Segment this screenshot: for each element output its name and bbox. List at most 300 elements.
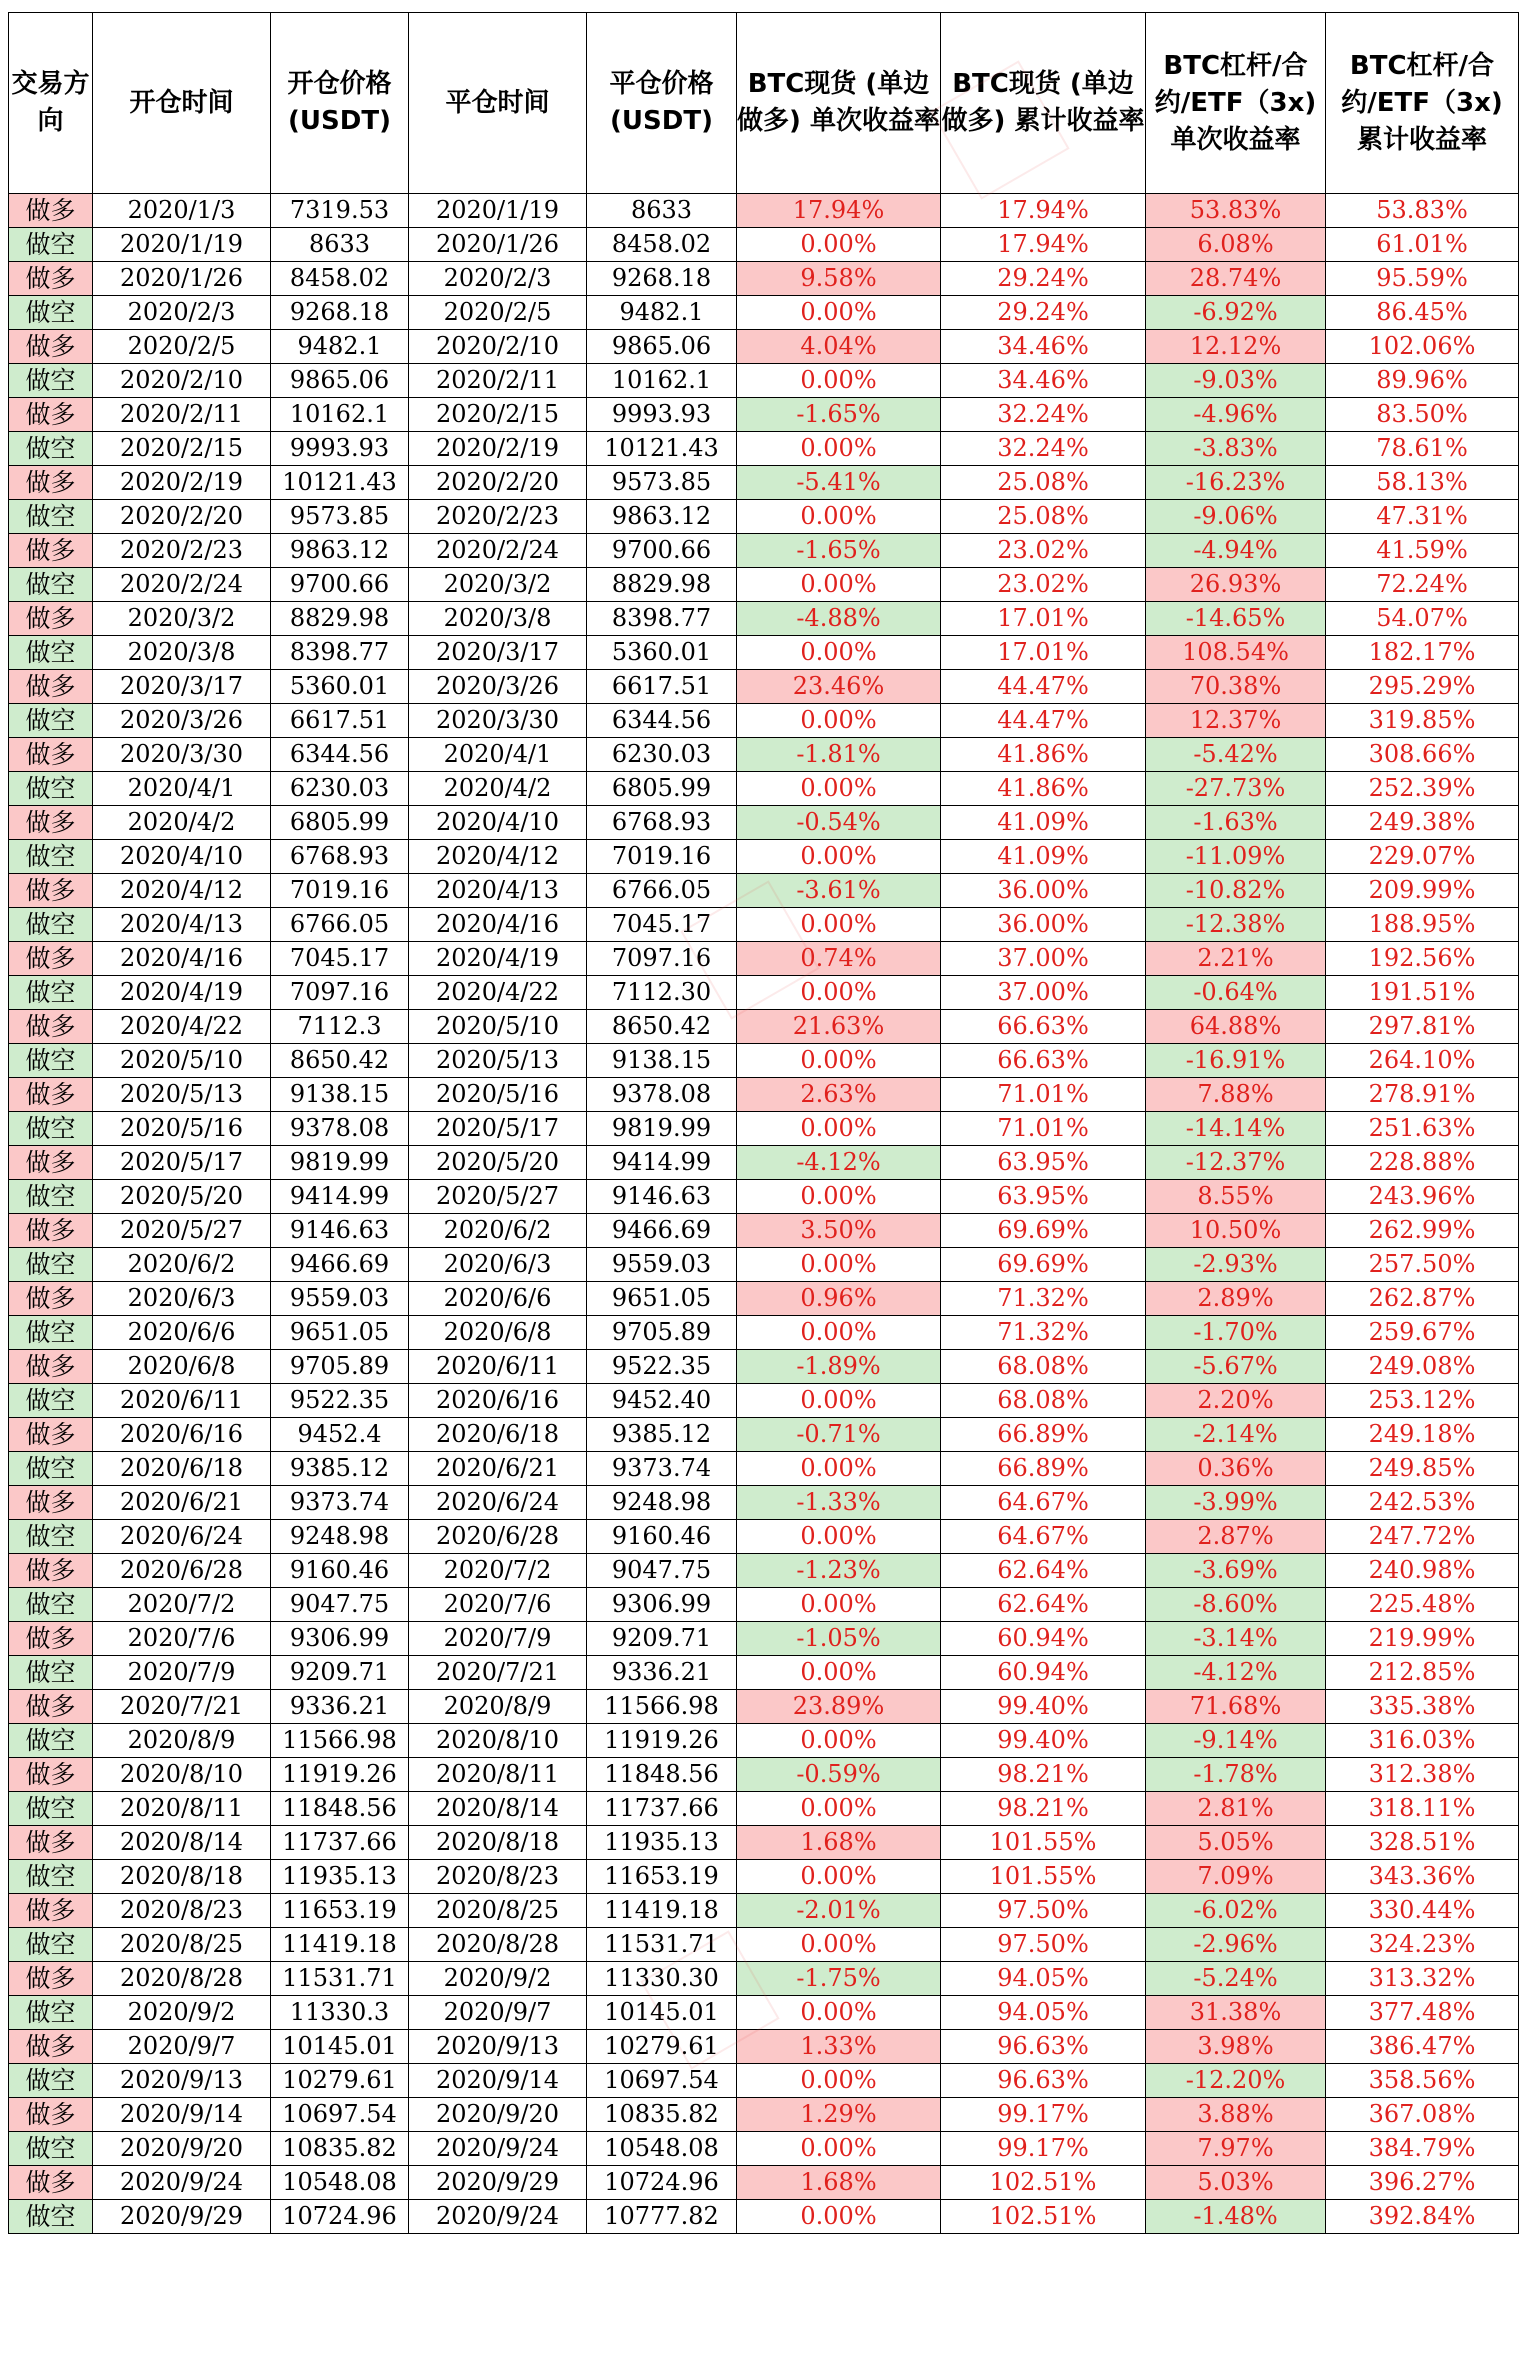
- spot-single-return-cell: 1.68%: [737, 2166, 941, 2200]
- spot-single-return-cell: -1.65%: [737, 534, 941, 568]
- direction-cell: 做空: [9, 1044, 93, 1078]
- leverage-single-return-cell: 71.68%: [1146, 1690, 1326, 1724]
- close-time-cell: 2020/2/15: [409, 398, 587, 432]
- close-price-cell: 6230.03: [587, 738, 737, 772]
- close-price-cell: 10121.43: [587, 432, 737, 466]
- open-time-cell: 2020/2/11: [93, 398, 271, 432]
- direction-cell: 做多: [9, 330, 93, 364]
- open-price-cell: 9705.89: [271, 1350, 409, 1384]
- close-time-cell: 2020/9/2: [409, 1962, 587, 1996]
- table-row: [9, 1928, 1519, 1962]
- spot-single-return-cell: 0.00%: [737, 976, 941, 1010]
- spot-single-return-cell: 0.74%: [737, 942, 941, 976]
- table-row: [9, 840, 1519, 874]
- open-time-cell: 2020/2/3: [93, 296, 271, 330]
- close-time-cell: 2020/4/19: [409, 942, 587, 976]
- open-price-cell: 10162.1: [271, 398, 409, 432]
- leverage-single-return-cell: -4.94%: [1146, 534, 1326, 568]
- spot-cumulative-return-cell: 62.64%: [941, 1588, 1146, 1622]
- spot-single-return-cell: 0.00%: [737, 772, 941, 806]
- direction-cell: 做多: [9, 1554, 93, 1588]
- open-time-cell: 2020/1/3: [93, 194, 271, 228]
- open-price-cell: 8398.77: [271, 636, 409, 670]
- leverage-cumulative-return-cell: 312.38%: [1326, 1758, 1519, 1792]
- leverage-cumulative-return-cell: 249.85%: [1326, 1452, 1519, 1486]
- open-time-cell: 2020/7/9: [93, 1656, 271, 1690]
- spot-single-return-cell: 0.00%: [737, 1860, 941, 1894]
- open-time-cell: 2020/5/16: [93, 1112, 271, 1146]
- open-price-cell: 9146.63: [271, 1214, 409, 1248]
- open-price-cell: 11848.56: [271, 1792, 409, 1826]
- table-row: [9, 1452, 1519, 1486]
- open-time-cell: 2020/6/8: [93, 1350, 271, 1384]
- open-price-cell: 11330.3: [271, 1996, 409, 2030]
- table-row: [9, 1656, 1519, 1690]
- leverage-single-return-cell: -14.65%: [1146, 602, 1326, 636]
- leverage-cumulative-return-cell: 54.07%: [1326, 602, 1519, 636]
- close-time-cell: 2020/9/13: [409, 2030, 587, 2064]
- table-row: [9, 1384, 1519, 1418]
- open-price-cell: 11531.71: [271, 1962, 409, 1996]
- leverage-single-return-cell: -16.91%: [1146, 1044, 1326, 1078]
- direction-cell: 做多: [9, 1962, 93, 1996]
- spot-single-return-cell: 0.00%: [737, 1180, 941, 1214]
- direction-cell: 做多: [9, 262, 93, 296]
- spot-cumulative-return-cell: 36.00%: [941, 874, 1146, 908]
- leverage-single-return-cell: -14.14%: [1146, 1112, 1326, 1146]
- table-row: [9, 2132, 1519, 2166]
- close-price-cell: 8829.98: [587, 568, 737, 602]
- direction-cell: 做空: [9, 772, 93, 806]
- direction-cell: 做空: [9, 2064, 93, 2098]
- spot-cumulative-return-cell: 41.86%: [941, 738, 1146, 772]
- leverage-single-return-cell: 2.20%: [1146, 1384, 1326, 1418]
- spot-cumulative-return-cell: 71.32%: [941, 1316, 1146, 1350]
- open-price-cell: 9268.18: [271, 296, 409, 330]
- table-body: [9, 194, 1519, 2234]
- open-price-cell: 9700.66: [271, 568, 409, 602]
- direction-cell: 做空: [9, 568, 93, 602]
- spot-single-return-cell: 2.63%: [737, 1078, 941, 1112]
- table-row: [9, 1690, 1519, 1724]
- close-price-cell: 6766.05: [587, 874, 737, 908]
- direction-cell: 做空: [9, 2200, 93, 2234]
- leverage-single-return-cell: -12.38%: [1146, 908, 1326, 942]
- leverage-single-return-cell: 53.83%: [1146, 194, 1326, 228]
- open-time-cell: 2020/5/17: [93, 1146, 271, 1180]
- spot-single-return-cell: -1.05%: [737, 1622, 941, 1656]
- direction-cell: 做空: [9, 976, 93, 1010]
- open-time-cell: 2020/3/8: [93, 636, 271, 670]
- table-row: [9, 1282, 1519, 1316]
- open-price-cell: 9306.99: [271, 1622, 409, 1656]
- close-time-cell: 2020/5/10: [409, 1010, 587, 1044]
- close-price-cell: 9700.66: [587, 534, 737, 568]
- close-time-cell: 2020/9/20: [409, 2098, 587, 2132]
- open-time-cell: 2020/8/11: [93, 1792, 271, 1826]
- open-price-cell: 9385.12: [271, 1452, 409, 1486]
- leverage-cumulative-return-cell: 219.99%: [1326, 1622, 1519, 1656]
- leverage-cumulative-return-cell: 61.01%: [1326, 228, 1519, 262]
- spot-cumulative-return-cell: 41.86%: [941, 772, 1146, 806]
- direction-cell: 做空: [9, 1724, 93, 1758]
- leverage-single-return-cell: 2.87%: [1146, 1520, 1326, 1554]
- close-time-cell: 2020/4/13: [409, 874, 587, 908]
- spot-cumulative-return-cell: 25.08%: [941, 466, 1146, 500]
- direction-cell: 做空: [9, 1792, 93, 1826]
- spot-cumulative-return-cell: 36.00%: [941, 908, 1146, 942]
- close-price-cell: 9047.75: [587, 1554, 737, 1588]
- table-row: [9, 738, 1519, 772]
- close-time-cell: 2020/9/7: [409, 1996, 587, 2030]
- leverage-cumulative-return-cell: 188.95%: [1326, 908, 1519, 942]
- close-price-cell: 11653.19: [587, 1860, 737, 1894]
- leverage-single-return-cell: -11.09%: [1146, 840, 1326, 874]
- open-price-cell: 9865.06: [271, 364, 409, 398]
- open-price-cell: 10697.54: [271, 2098, 409, 2132]
- leverage-cumulative-return-cell: 89.96%: [1326, 364, 1519, 398]
- spot-single-return-cell: 0.00%: [737, 840, 941, 874]
- leverage-cumulative-return-cell: 330.44%: [1326, 1894, 1519, 1928]
- close-time-cell: 2020/1/26: [409, 228, 587, 262]
- direction-cell: 做空: [9, 296, 93, 330]
- open-time-cell: 2020/6/11: [93, 1384, 271, 1418]
- close-price-cell: 11737.66: [587, 1792, 737, 1826]
- header-leverage-cumulative-return: BTC杠杆/合约/ETF（3x) 累计收益率: [1326, 13, 1519, 194]
- spot-single-return-cell: 0.00%: [737, 568, 941, 602]
- table-row: [9, 432, 1519, 466]
- open-price-cell: 10835.82: [271, 2132, 409, 2166]
- leverage-cumulative-return-cell: 78.61%: [1326, 432, 1519, 466]
- open-time-cell: 2020/2/5: [93, 330, 271, 364]
- direction-cell: 做空: [9, 228, 93, 262]
- table-row: [9, 262, 1519, 296]
- leverage-cumulative-return-cell: 335.38%: [1326, 1690, 1519, 1724]
- leverage-single-return-cell: 12.37%: [1146, 704, 1326, 738]
- direction-cell: 做多: [9, 1214, 93, 1248]
- leverage-cumulative-return-cell: 324.23%: [1326, 1928, 1519, 1962]
- spot-cumulative-return-cell: 32.24%: [941, 398, 1146, 432]
- open-price-cell: 9160.46: [271, 1554, 409, 1588]
- close-price-cell: 9522.35: [587, 1350, 737, 1384]
- leverage-cumulative-return-cell: 257.50%: [1326, 1248, 1519, 1282]
- direction-cell: 做多: [9, 1622, 93, 1656]
- open-time-cell: 2020/9/7: [93, 2030, 271, 2064]
- leverage-cumulative-return-cell: 86.45%: [1326, 296, 1519, 330]
- spot-cumulative-return-cell: 66.63%: [941, 1044, 1146, 1078]
- close-time-cell: 2020/1/19: [409, 194, 587, 228]
- leverage-single-return-cell: -5.24%: [1146, 1962, 1326, 1996]
- table-row: [9, 534, 1519, 568]
- open-time-cell: 2020/1/26: [93, 262, 271, 296]
- direction-cell: 做多: [9, 942, 93, 976]
- spot-single-return-cell: 0.00%: [737, 1384, 941, 1418]
- leverage-single-return-cell: -9.06%: [1146, 500, 1326, 534]
- direction-cell: 做多: [9, 874, 93, 908]
- close-time-cell: 2020/8/9: [409, 1690, 587, 1724]
- close-time-cell: 2020/9/24: [409, 2200, 587, 2234]
- open-price-cell: 9248.98: [271, 1520, 409, 1554]
- close-price-cell: 6617.51: [587, 670, 737, 704]
- spot-single-return-cell: 0.00%: [737, 1112, 941, 1146]
- close-time-cell: 2020/6/2: [409, 1214, 587, 1248]
- spot-single-return-cell: 0.00%: [737, 2132, 941, 2166]
- direction-cell: 做空: [9, 1112, 93, 1146]
- close-price-cell: 9482.1: [587, 296, 737, 330]
- close-price-cell: 9385.12: [587, 1418, 737, 1452]
- open-price-cell: 9482.1: [271, 330, 409, 364]
- spot-single-return-cell: 0.00%: [737, 1724, 941, 1758]
- leverage-cumulative-return-cell: 396.27%: [1326, 2166, 1519, 2200]
- spot-single-return-cell: 17.94%: [737, 194, 941, 228]
- spot-cumulative-return-cell: 97.50%: [941, 1894, 1146, 1928]
- open-price-cell: 9993.93: [271, 432, 409, 466]
- direction-cell: 做空: [9, 364, 93, 398]
- open-time-cell: 2020/2/10: [93, 364, 271, 398]
- spot-cumulative-return-cell: 102.51%: [941, 2200, 1146, 2234]
- open-time-cell: 2020/3/17: [93, 670, 271, 704]
- leverage-single-return-cell: -9.14%: [1146, 1724, 1326, 1758]
- close-time-cell: 2020/6/6: [409, 1282, 587, 1316]
- spot-cumulative-return-cell: 37.00%: [941, 942, 1146, 976]
- table-row: [9, 568, 1519, 602]
- close-price-cell: 9414.99: [587, 1146, 737, 1180]
- leverage-cumulative-return-cell: 259.67%: [1326, 1316, 1519, 1350]
- spot-cumulative-return-cell: 17.01%: [941, 636, 1146, 670]
- open-time-cell: 2020/4/13: [93, 908, 271, 942]
- open-time-cell: 2020/8/28: [93, 1962, 271, 1996]
- table-row: [9, 1554, 1519, 1588]
- spot-cumulative-return-cell: 102.51%: [941, 2166, 1146, 2200]
- spot-single-return-cell: 0.00%: [737, 704, 941, 738]
- direction-cell: 做空: [9, 1248, 93, 1282]
- table-row: [9, 1486, 1519, 1520]
- spot-single-return-cell: 21.63%: [737, 1010, 941, 1044]
- leverage-single-return-cell: -12.37%: [1146, 1146, 1326, 1180]
- close-time-cell: 2020/8/23: [409, 1860, 587, 1894]
- close-price-cell: 7045.17: [587, 908, 737, 942]
- table-row: [9, 670, 1519, 704]
- table-row: [9, 1826, 1519, 1860]
- open-time-cell: 2020/8/10: [93, 1758, 271, 1792]
- close-time-cell: 2020/8/14: [409, 1792, 587, 1826]
- close-price-cell: 10835.82: [587, 2098, 737, 2132]
- open-price-cell: 9373.74: [271, 1486, 409, 1520]
- close-time-cell: 2020/3/30: [409, 704, 587, 738]
- direction-cell: 做空: [9, 1860, 93, 1894]
- open-time-cell: 2020/6/6: [93, 1316, 271, 1350]
- open-price-cell: 6230.03: [271, 772, 409, 806]
- spot-cumulative-return-cell: 96.63%: [941, 2030, 1146, 2064]
- close-time-cell: 2020/6/11: [409, 1350, 587, 1384]
- spot-single-return-cell: 9.58%: [737, 262, 941, 296]
- open-price-cell: 10548.08: [271, 2166, 409, 2200]
- spot-cumulative-return-cell: 71.01%: [941, 1078, 1146, 1112]
- table-row: [9, 1996, 1519, 2030]
- open-time-cell: 2020/9/29: [93, 2200, 271, 2234]
- close-price-cell: 6344.56: [587, 704, 737, 738]
- leverage-cumulative-return-cell: 377.48%: [1326, 1996, 1519, 2030]
- leverage-single-return-cell: -1.48%: [1146, 2200, 1326, 2234]
- open-price-cell: 9863.12: [271, 534, 409, 568]
- spot-single-return-cell: -0.71%: [737, 1418, 941, 1452]
- close-price-cell: 9378.08: [587, 1078, 737, 1112]
- leverage-single-return-cell: -3.99%: [1146, 1486, 1326, 1520]
- direction-cell: 做多: [9, 534, 93, 568]
- open-time-cell: 2020/8/18: [93, 1860, 271, 1894]
- open-price-cell: 5360.01: [271, 670, 409, 704]
- spot-cumulative-return-cell: 23.02%: [941, 568, 1146, 602]
- leverage-cumulative-return-cell: 319.85%: [1326, 704, 1519, 738]
- spot-single-return-cell: 0.00%: [737, 2064, 941, 2098]
- leverage-cumulative-return-cell: 384.79%: [1326, 2132, 1519, 2166]
- table-row: [9, 704, 1519, 738]
- open-price-cell: 9414.99: [271, 1180, 409, 1214]
- table-row: [9, 1588, 1519, 1622]
- direction-cell: 做空: [9, 1520, 93, 1554]
- open-time-cell: 2020/6/3: [93, 1282, 271, 1316]
- table-row: [9, 1044, 1519, 1078]
- spot-cumulative-return-cell: 62.64%: [941, 1554, 1146, 1588]
- open-time-cell: 2020/8/23: [93, 1894, 271, 1928]
- table-row: [9, 2166, 1519, 2200]
- leverage-single-return-cell: -5.42%: [1146, 738, 1326, 772]
- open-price-cell: 10145.01: [271, 2030, 409, 2064]
- open-price-cell: 9138.15: [271, 1078, 409, 1112]
- table-row: [9, 500, 1519, 534]
- open-time-cell: 2020/4/10: [93, 840, 271, 874]
- leverage-cumulative-return-cell: 242.53%: [1326, 1486, 1519, 1520]
- spot-cumulative-return-cell: 29.24%: [941, 296, 1146, 330]
- spot-single-return-cell: -5.41%: [737, 466, 941, 500]
- spot-cumulative-return-cell: 94.05%: [941, 1962, 1146, 1996]
- spot-cumulative-return-cell: 25.08%: [941, 500, 1146, 534]
- table-row: [9, 602, 1519, 636]
- open-time-cell: 2020/3/2: [93, 602, 271, 636]
- open-time-cell: 2020/8/9: [93, 1724, 271, 1758]
- leverage-cumulative-return-cell: 209.99%: [1326, 874, 1519, 908]
- table-row: [9, 330, 1519, 364]
- spot-cumulative-return-cell: 34.46%: [941, 364, 1146, 398]
- spot-single-return-cell: 0.00%: [737, 908, 941, 942]
- close-price-cell: 11531.71: [587, 1928, 737, 1962]
- table-row: [9, 194, 1519, 228]
- spot-cumulative-return-cell: 60.94%: [941, 1656, 1146, 1690]
- open-price-cell: 9573.85: [271, 500, 409, 534]
- close-time-cell: 2020/7/6: [409, 1588, 587, 1622]
- open-price-cell: 9819.99: [271, 1146, 409, 1180]
- open-price-cell: 11566.98: [271, 1724, 409, 1758]
- direction-cell: 做空: [9, 500, 93, 534]
- table-row: [9, 1418, 1519, 1452]
- close-time-cell: 2020/2/24: [409, 534, 587, 568]
- spot-single-return-cell: 0.00%: [737, 500, 941, 534]
- spot-single-return-cell: 0.00%: [737, 228, 941, 262]
- spot-single-return-cell: -4.88%: [737, 602, 941, 636]
- leverage-cumulative-return-cell: 262.99%: [1326, 1214, 1519, 1248]
- spot-cumulative-return-cell: 34.46%: [941, 330, 1146, 364]
- leverage-single-return-cell: -6.02%: [1146, 1894, 1326, 1928]
- trade-returns-table: [8, 12, 1519, 2234]
- leverage-single-return-cell: -4.12%: [1146, 1656, 1326, 1690]
- close-price-cell: 9559.03: [587, 1248, 737, 1282]
- spot-cumulative-return-cell: 99.40%: [941, 1690, 1146, 1724]
- close-time-cell: 2020/5/20: [409, 1146, 587, 1180]
- open-time-cell: 2020/9/24: [93, 2166, 271, 2200]
- open-time-cell: 2020/6/28: [93, 1554, 271, 1588]
- leverage-single-return-cell: -4.96%: [1146, 398, 1326, 432]
- close-price-cell: 9863.12: [587, 500, 737, 534]
- spot-single-return-cell: 3.50%: [737, 1214, 941, 1248]
- close-price-cell: 9268.18: [587, 262, 737, 296]
- table-row: [9, 874, 1519, 908]
- close-price-cell: 5360.01: [587, 636, 737, 670]
- spot-cumulative-return-cell: 63.95%: [941, 1180, 1146, 1214]
- open-price-cell: 9209.71: [271, 1656, 409, 1690]
- table-row: [9, 1894, 1519, 1928]
- close-time-cell: 2020/3/26: [409, 670, 587, 704]
- table-row: [9, 1010, 1519, 1044]
- open-time-cell: 2020/5/10: [93, 1044, 271, 1078]
- open-price-cell: 10121.43: [271, 466, 409, 500]
- close-time-cell: 2020/7/21: [409, 1656, 587, 1690]
- leverage-single-return-cell: 5.03%: [1146, 2166, 1326, 2200]
- leverage-single-return-cell: 3.98%: [1146, 2030, 1326, 2064]
- table-row: [9, 1146, 1519, 1180]
- leverage-single-return-cell: -12.20%: [1146, 2064, 1326, 2098]
- close-price-cell: 9160.46: [587, 1520, 737, 1554]
- open-price-cell: 9522.35: [271, 1384, 409, 1418]
- leverage-cumulative-return-cell: 367.08%: [1326, 2098, 1519, 2132]
- leverage-single-return-cell: 2.89%: [1146, 1282, 1326, 1316]
- close-time-cell: 2020/5/16: [409, 1078, 587, 1112]
- header-close-price: 平仓价格 (USDT): [587, 13, 737, 194]
- leverage-cumulative-return-cell: 262.87%: [1326, 1282, 1519, 1316]
- open-price-cell: 11653.19: [271, 1894, 409, 1928]
- direction-cell: 做多: [9, 1486, 93, 1520]
- close-price-cell: 9865.06: [587, 330, 737, 364]
- open-price-cell: 6766.05: [271, 908, 409, 942]
- close-time-cell: 2020/2/5: [409, 296, 587, 330]
- leverage-single-return-cell: -9.03%: [1146, 364, 1326, 398]
- open-price-cell: 7019.16: [271, 874, 409, 908]
- leverage-single-return-cell: -3.69%: [1146, 1554, 1326, 1588]
- leverage-cumulative-return-cell: 95.59%: [1326, 262, 1519, 296]
- header-leverage-single-return: BTC杠杆/合约/ETF（3x) 单次收益率: [1146, 13, 1326, 194]
- spot-single-return-cell: -1.89%: [737, 1350, 941, 1384]
- close-price-cell: 11566.98: [587, 1690, 737, 1724]
- close-time-cell: 2020/2/10: [409, 330, 587, 364]
- direction-cell: 做空: [9, 636, 93, 670]
- direction-cell: 做空: [9, 2132, 93, 2166]
- table-row: [9, 1622, 1519, 1656]
- leverage-single-return-cell: 26.93%: [1146, 568, 1326, 602]
- open-time-cell: 2020/9/14: [93, 2098, 271, 2132]
- close-time-cell: 2020/9/14: [409, 2064, 587, 2098]
- close-time-cell: 2020/5/13: [409, 1044, 587, 1078]
- close-time-cell: 2020/5/17: [409, 1112, 587, 1146]
- leverage-cumulative-return-cell: 308.66%: [1326, 738, 1519, 772]
- open-time-cell: 2020/7/2: [93, 1588, 271, 1622]
- header-spot-cumulative-return: BTC现货 (单边做多) 累计收益率: [941, 13, 1146, 194]
- leverage-single-return-cell: 5.05%: [1146, 1826, 1326, 1860]
- leverage-single-return-cell: 10.50%: [1146, 1214, 1326, 1248]
- open-price-cell: 11919.26: [271, 1758, 409, 1792]
- close-time-cell: 2020/3/8: [409, 602, 587, 636]
- spot-single-return-cell: 0.00%: [737, 2200, 941, 2234]
- leverage-cumulative-return-cell: 249.18%: [1326, 1418, 1519, 1452]
- spot-single-return-cell: -1.65%: [737, 398, 941, 432]
